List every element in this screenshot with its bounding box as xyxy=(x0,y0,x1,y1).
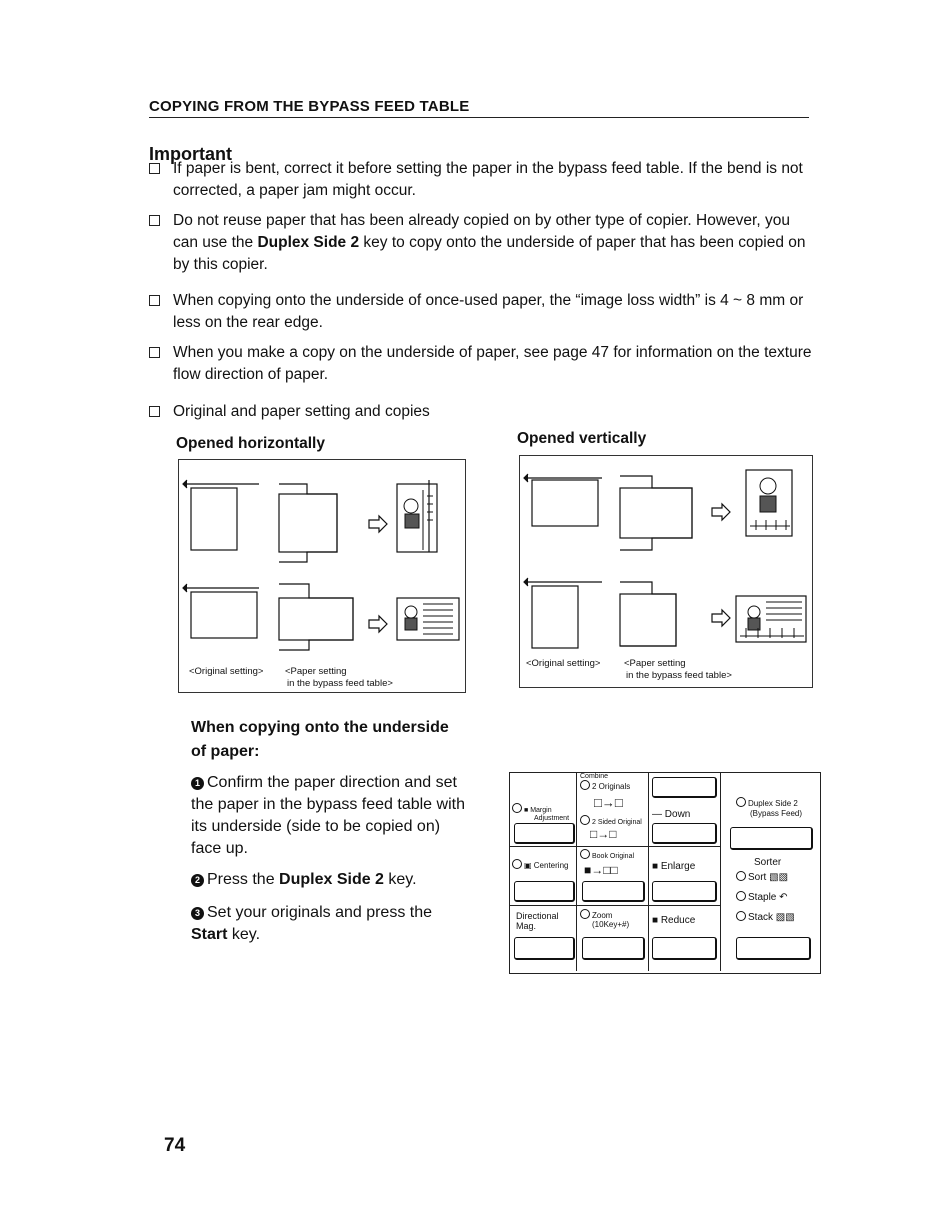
vertical-diagram xyxy=(520,456,812,652)
label-2-originals: 2 Originals xyxy=(580,780,630,791)
important-item-text: When you make a copy on the underside of paper, see page 47 for information on the texture flow direction of paper. xyxy=(173,344,812,383)
important-item-text: Do not reuse paper that has been already copied on by other type of copier. However, you can use the Duplex Side 2 key to copy onto the underside of paper that has been copied on by this copier. xyxy=(173,212,806,273)
label-down: — Down xyxy=(652,809,691,820)
underside-heading: When copying onto the underside xyxy=(191,719,449,736)
important-item xyxy=(149,158,814,202)
book-original-key[interactable] xyxy=(582,881,645,902)
step-3: 3 Set your originals and press the Start key. xyxy=(191,904,433,943)
indicator-icon xyxy=(512,859,522,869)
directional-mag-key[interactable] xyxy=(514,937,575,960)
caption-original-setting: <Original setting> xyxy=(526,658,601,669)
sorter-key[interactable] xyxy=(736,937,811,960)
important-item xyxy=(149,290,814,334)
reduce-key[interactable] xyxy=(652,937,717,960)
step-number: 2 xyxy=(191,874,204,887)
centering-key[interactable] xyxy=(514,881,575,902)
section-header: COPYING FROM THE BYPASS FEED TABLE xyxy=(149,98,470,115)
label-reduce: ■ Reduce xyxy=(652,915,696,926)
figure-opened-horizontally xyxy=(178,459,466,693)
enlarge-key[interactable] xyxy=(652,881,717,902)
indicator-icon xyxy=(580,780,590,790)
caption-paper-setting-2: in the bypass feed table> xyxy=(626,670,732,681)
checkbox-bullet-icon xyxy=(149,295,160,306)
step-number: 1 xyxy=(191,777,204,790)
label-margin-adjustment: ■ Margin Adjustment xyxy=(512,803,569,823)
step-number: 3 xyxy=(191,907,204,920)
label-combine: Combine xyxy=(580,773,609,780)
figure-opened-vertically xyxy=(519,455,813,688)
label-stack: Stack ▧▧ xyxy=(736,911,795,923)
indicator-icon xyxy=(580,849,590,859)
important-heading: Important xyxy=(149,144,232,164)
label-duplex-side-2: Duplex Side 2 xyxy=(736,797,798,808)
caption-paper-setting-2: in the bypass feed table> xyxy=(287,678,393,689)
indicator-icon xyxy=(512,803,522,813)
indicator-icon xyxy=(736,911,746,921)
important-item-text: Original and paper setting and copies xyxy=(173,403,430,420)
step-1 xyxy=(191,772,471,860)
label-staple: Staple ↶ xyxy=(736,891,788,903)
figure-title-vertical: Opened vertically xyxy=(517,430,647,447)
label-bypass-feed: (Bypass Feed) xyxy=(750,809,803,818)
duplex-side-2-key[interactable] xyxy=(730,827,813,850)
indicator-icon xyxy=(736,891,746,901)
label-enlarge: ■ Enlarge xyxy=(652,861,696,872)
zoom-key[interactable] xyxy=(582,937,645,960)
horizontal-diagram xyxy=(179,460,465,656)
label-2-sided-original: 2 Sided Original xyxy=(580,815,642,826)
label-centering: ▣ Centering xyxy=(512,859,568,870)
step-2: 2 Press the Duplex Side 2 key. xyxy=(191,869,471,891)
2-sided-icon: □→□ xyxy=(590,827,617,841)
important-item-text: When copying onto the underside of once-used paper, the “image loss width” is 4 ~ 8 mm or less on the rear edge. xyxy=(173,292,804,331)
operation-panel xyxy=(509,772,821,974)
label-sort: Sort ▧▧ xyxy=(736,871,788,883)
caption-paper-setting: <Paper setting xyxy=(285,666,347,677)
label-zoom: Zoom (10Key+#) xyxy=(580,909,629,929)
checkbox-bullet-icon xyxy=(149,406,160,417)
indicator-icon xyxy=(736,797,746,807)
label-sorter: Sorter xyxy=(754,857,782,868)
step-text: Confirm the paper direction and set the paper in the bypass feed table with its underside (side to be copied on) face up. xyxy=(191,774,465,857)
checkbox-bullet-icon xyxy=(149,347,160,358)
caption-paper-setting: <Paper setting xyxy=(624,658,686,669)
indicator-icon xyxy=(736,871,746,881)
header-rule xyxy=(149,117,809,118)
page-number: 74 xyxy=(164,1135,186,1156)
checkbox-bullet-icon xyxy=(149,215,160,226)
label-directional-mag: Directional Mag. xyxy=(516,911,559,931)
indicator-icon xyxy=(580,815,590,825)
down-key[interactable] xyxy=(652,823,717,844)
important-item xyxy=(149,210,814,276)
book-icon: ■→□□ xyxy=(584,863,618,877)
combine-icon: □→□ xyxy=(594,795,623,810)
important-item xyxy=(149,401,814,423)
label-book-original: Book Original xyxy=(580,849,634,860)
checkbox-bullet-icon xyxy=(149,163,160,174)
indicator-icon xyxy=(580,909,590,919)
important-item-text: If paper is bent, correct it before setting the paper in the bypass feed table. If the bend is not corrected, a paper jam might occur. xyxy=(173,160,803,199)
caption-original-setting: <Original setting> xyxy=(189,666,264,677)
underside-heading-2: of paper: xyxy=(191,743,260,760)
important-item xyxy=(149,342,814,386)
margin-adjustment-key[interactable] xyxy=(514,823,575,844)
figure-title-horizontal: Opened horizontally xyxy=(176,435,325,452)
up-key[interactable] xyxy=(652,777,717,798)
